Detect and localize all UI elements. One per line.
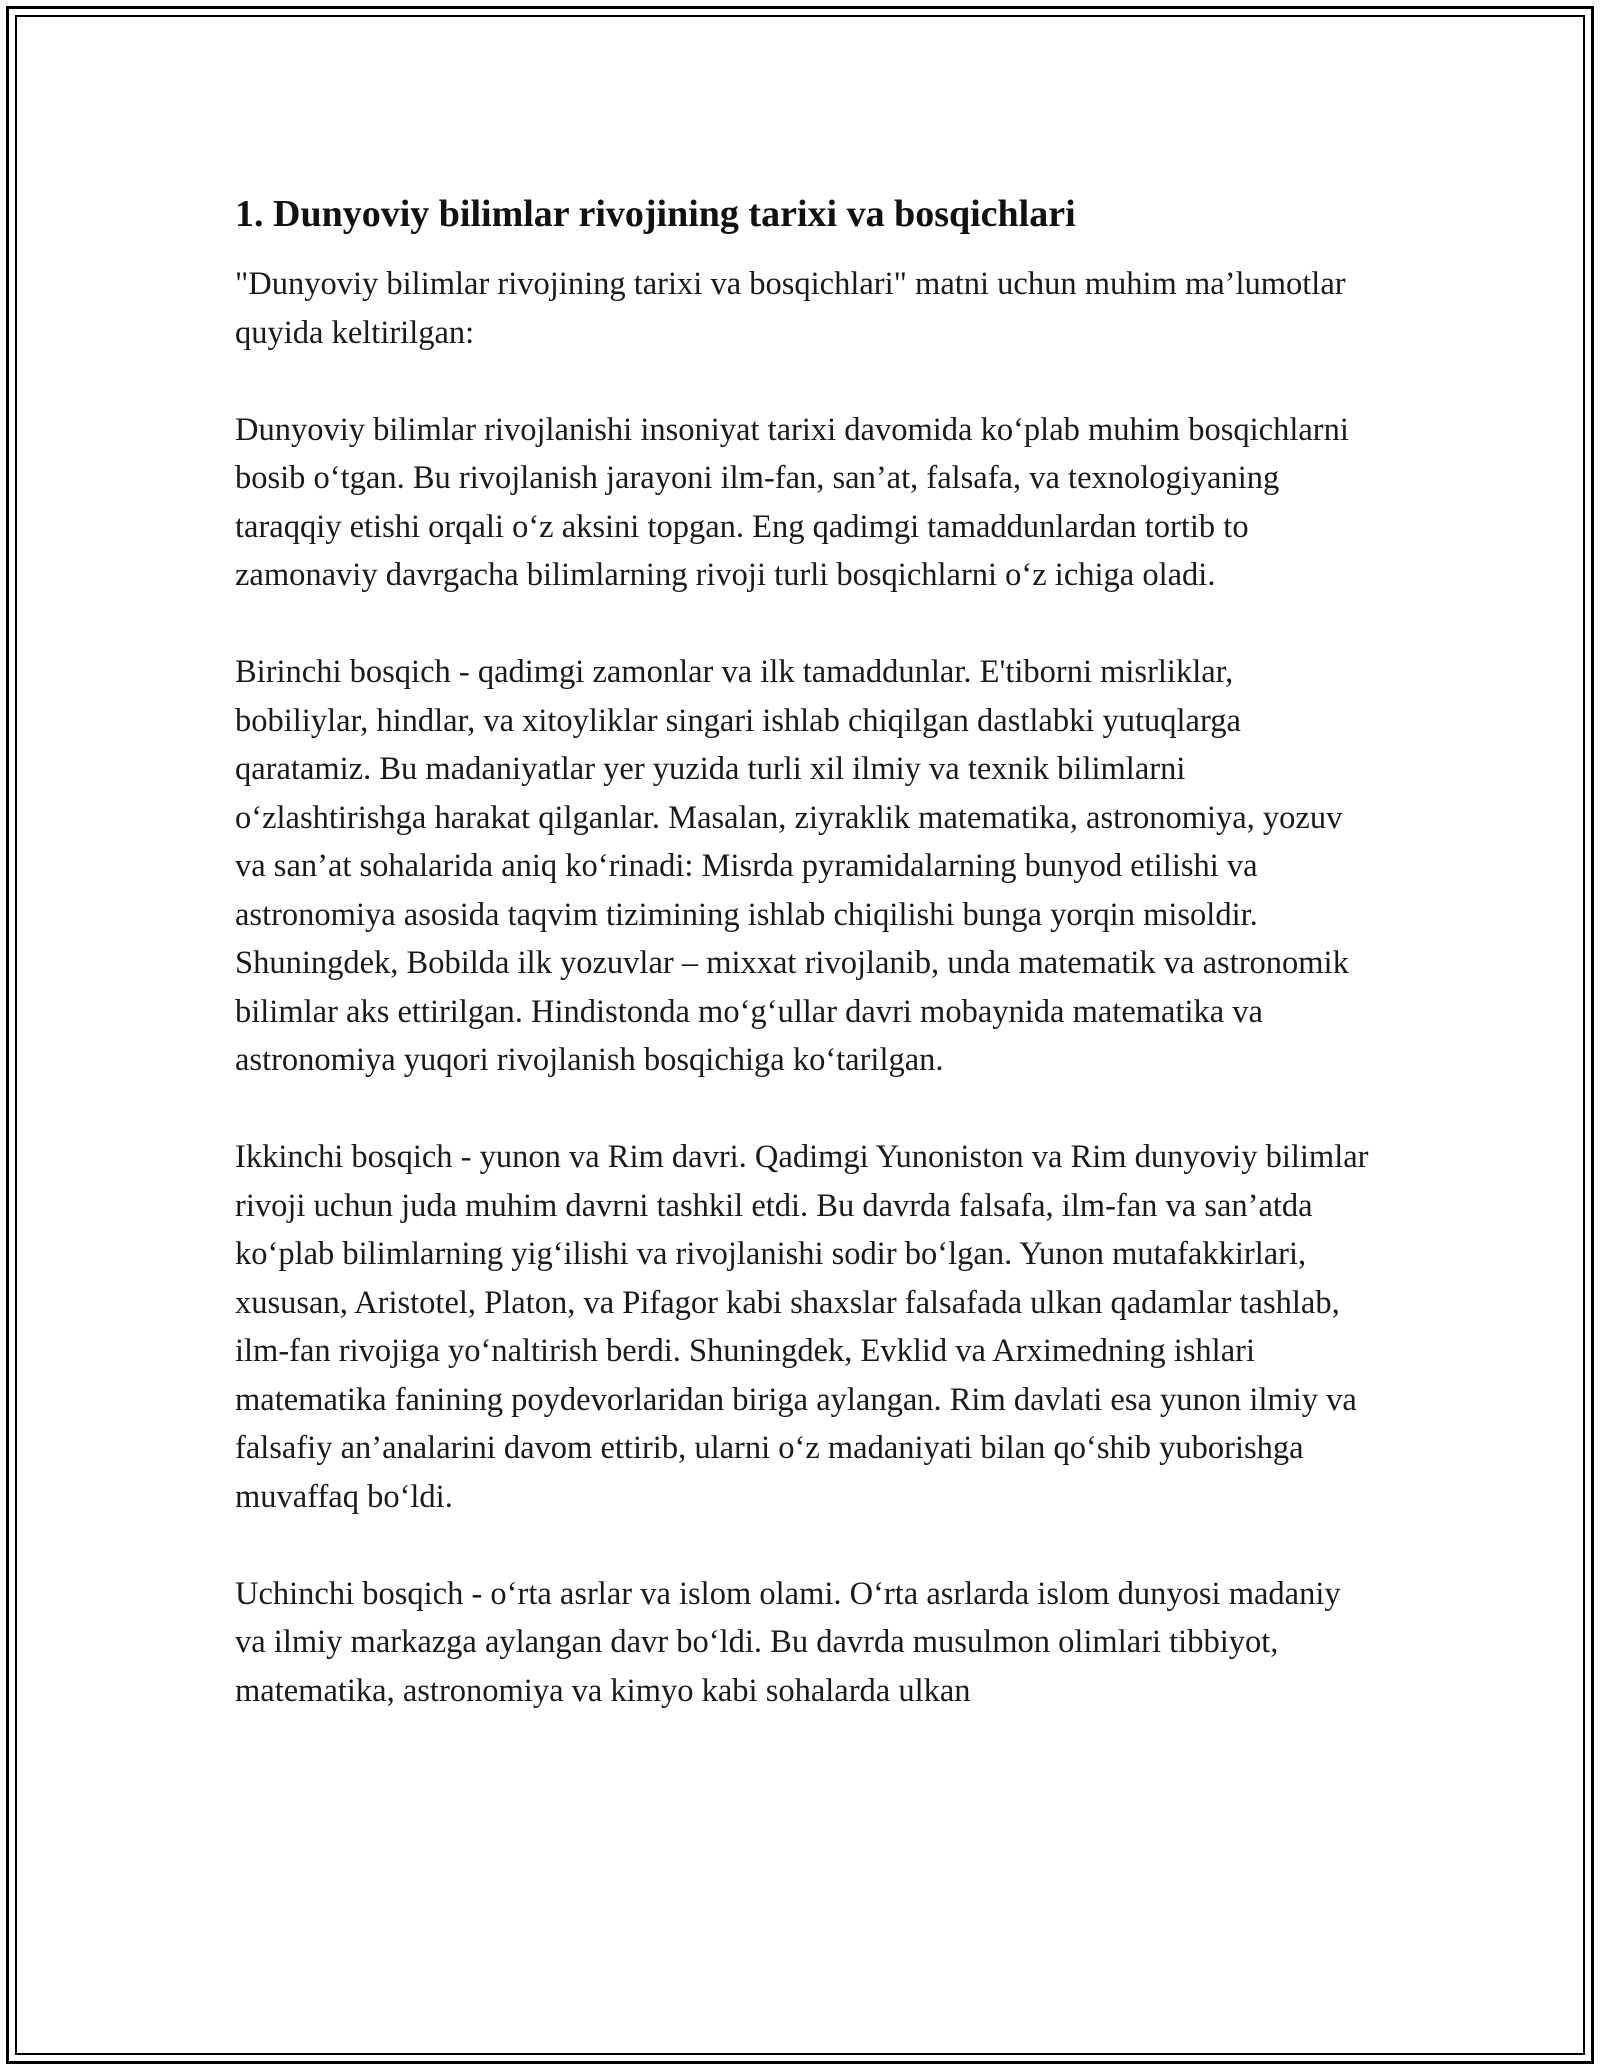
paragraph-intro: "Dunyoviy bilimlar rivojining tarixi va bosqichlari" matni uchun muhim ma’lumotlar quyida keltirilgan:: [235, 266, 1346, 351]
paragraph-overview: Dunyoviy bilimlar rivojlanishi insoniyat tarixi davomida ko‘plab muhim bosqichlarni bosib o‘tgan. Bu rivojlanish jarayoni ilm-fan, san’at, falsafa, va texnologiyaning taraqqiy etishi orqali o‘z aksini topgan. Eng qadimgi tamaddunlardan tortib to zamonaviy davrgacha bilimlarning rivoji turli bosqichlarni o‘z ichiga oladi.: [235, 411, 1349, 593]
document-title: 1. Dunyoviy bilimlar rivojining tarixi va bosqichlari: [235, 193, 1076, 235]
paragraph-third-stage: Uchinchi bosqich - o‘rta asrlar va islom olami. O‘rta asrlarda islom dunyosi madaniy va ilmiy markazga aylangan davr bo‘ldi. Bu davrda musulmon olimlari tibbiyot, matematika, astronomiya va kimyo kabi sohalarda ulkan: [235, 1575, 1341, 1709]
document-body: [235, 190, 1370, 1715]
paragraph-first-stage: Birinchi bosqich - qadimgi zamonlar va ilk tamaddunlar. E'tiborni misrliklar, bobiliylar, hindlar, va xitoyliklar singari ishlab chiqilgan dastlabki yutuqlarga qaratamiz. Bu madaniyatlar yer yuzida turli xil ilmiy va texnik bilimlarni o‘zlashtirishga harakat qilganlar. Masalan, ziyraklik matematika, astronomiya, yozuv va san’at sohalarida aniq ko‘rinadi: Misrda pyramidalarning bunyod etilishi va astronomiya asosida taqvim tizimining ishlab chiqilishi bunga yorqin misoldir. Shuningdek, Bobilda ilk yozuvlar – mixxat rivojlanib, unda matematik va astronomik bilimlar aks ettirilgan. Hindistonda mo‘g‘ullar davri mobaynida matematika va astronomiya yuqori rivojlanish bosqichiga ko‘tarilgan.: [235, 654, 1349, 1078]
paragraph-second-stage: Ikkinchi bosqich - yunon va Rim davri. Qadimgi Yunoniston va Rim dunyoviy bilimlar rivoji uchun juda muhim davrni tashkil etdi. Bu davrda falsafa, ilm-fan va san’atda ko‘plab bilimlarning yig‘ilishi va rivojlanishi sodir bo‘lgan. Yunon mutafakkirlari, xususan, Aristotel, Platon, va Pifagor kabi shaxslar falsafada ulkan qadamlar tashlab, ilm-fan rivojiga yo‘naltirish berdi. Shuningdek, Evklid va Arximedning ishlari matematika fanining poydevorlaridan biriga aylangan. Rim davlati esa yunon ilmiy va falsafiy an’analarini davom ettirib, ularni o‘z madaniyati bilan qo‘shib yuborishga muvaffaq bo‘ldi.: [235, 1139, 1369, 1515]
